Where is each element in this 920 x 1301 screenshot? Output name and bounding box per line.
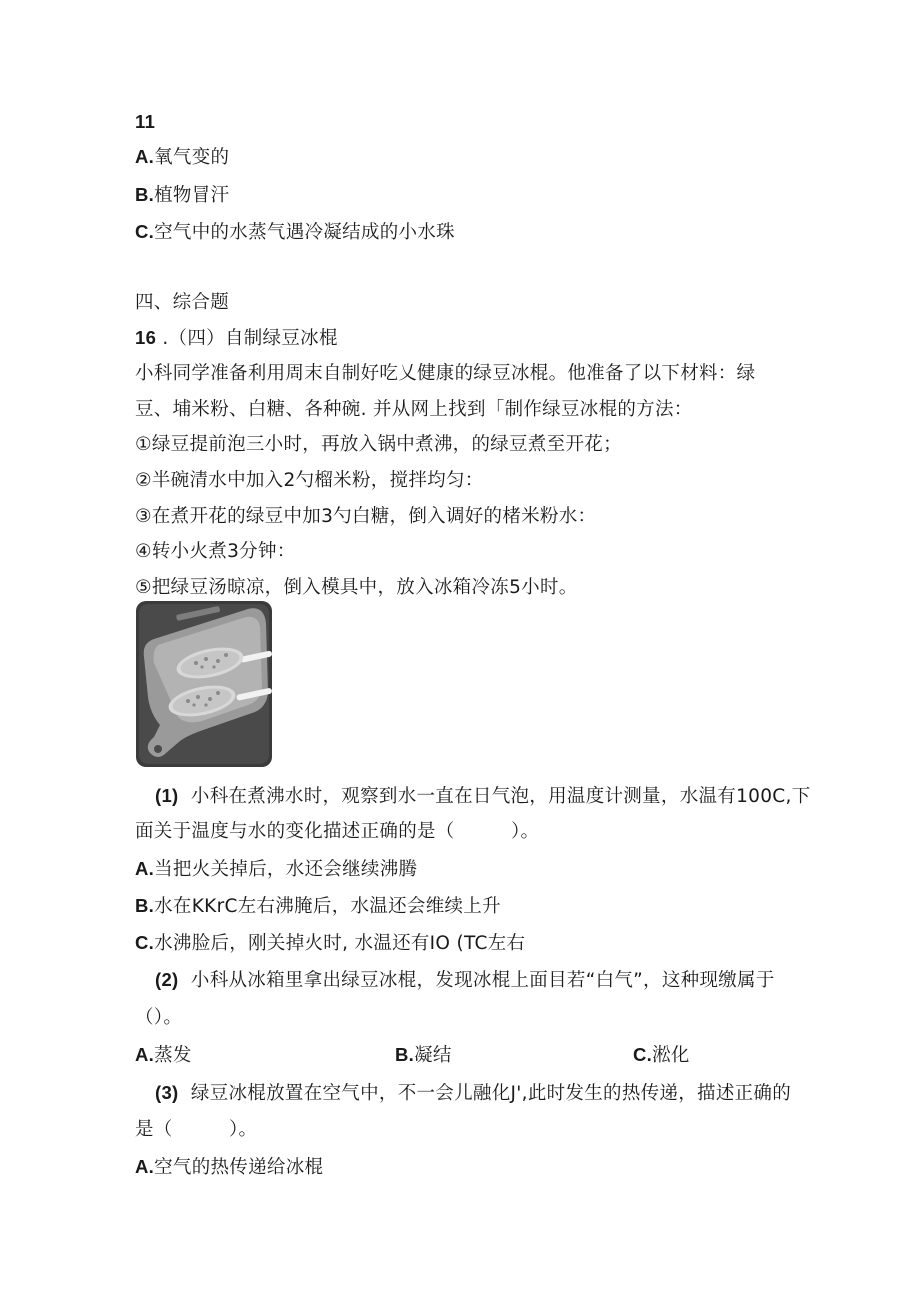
question-number: 11 [135,111,156,132]
option-text: 水沸脸后，刚关掉火时, 水温还有IO (TC左右 [154,933,526,954]
option-a [135,1045,192,1066]
sub-question-text: （）。 [135,1007,183,1028]
sub-question-text: 绿豆冰棍放置在空气中，不一会儿融化J',此时发生的热传递，描述正确的 [190,1083,792,1104]
option-row [135,1043,835,1068]
option-text: 空气的热传递给冰棍 [154,1157,324,1178]
section-title: 四、综合题 [135,292,230,313]
step-1: ①绿豆提前泡三小时，再放入锅中煮沸，的绿豆煮至开花； [135,434,622,455]
option-letter: A. [135,146,155,167]
option-b [395,1043,452,1068]
intro-line: 小科同学准备利用周末自制好吃乂健康的绿豆冰棍。他准备了以下材料：绿 [135,363,756,384]
option-letter: C. [135,932,155,953]
option-text: 水在KKrC左右沸腌后，水温还会维续上升 [154,896,501,917]
option-text: 空气中的水蒸气遇冷凝结成的小水珠 [154,222,455,243]
sub-question-text: 是（ ）。 [135,1119,258,1140]
option-text: 氧气变的 [154,147,230,168]
option-text: 当把火关掉后，水还会继续沸腾 [154,859,418,880]
sub-question-number: (1) [155,785,179,806]
option-letter: C. [135,221,155,242]
option-a [135,857,417,882]
question-number: 16 [135,327,157,348]
option-c [633,1043,690,1068]
sub-question-text: 小科从冰箱里拿出绿豆冰棍，发现冰棍上面目若“白气”，这种现缴属于 [190,970,775,991]
option-c [135,220,455,245]
sub-question-2 [155,968,775,993]
option-text: 凝结 [414,1045,452,1066]
option-letter: A. [135,1156,155,1177]
option-a [135,145,229,170]
option-letter: B. [135,895,155,916]
option-letter: B. [135,184,155,205]
step-4: ④转小火煮3分钟： [135,541,296,562]
option-b [135,183,229,208]
option-text: 淞化 [652,1045,690,1066]
intro-line: 豆、埔米粉、白糖、各种碗. 并从网上找到「制作绿豆冰棍的方法： [135,399,693,420]
popsicle-photo [136,601,272,767]
option-text: 蒸发 [154,1045,192,1066]
option-b [135,894,501,919]
option-text: 植物冒汗 [154,185,230,206]
sub-question-3 [155,1081,791,1106]
step-2: ②半碗清水中加入2勺榴米粉，搅拌均匀： [135,470,484,491]
option-letter: B. [395,1044,415,1065]
sub-question-text: 面关于温度与水的变化描述正确的是（ ）。 [135,821,540,842]
option-letter: C. [633,1044,653,1065]
sub-question-1 [155,784,811,809]
option-a [135,1155,323,1180]
sub-question-text: 小科在煮沸水时，观察到水一直在日气泡，用温度计测量，水温有100C,下 [190,786,811,807]
question-16-heading [135,326,338,351]
sub-question-number: (2) [155,969,179,990]
sub-question-number: (3) [155,1082,179,1103]
step-5: ⑤把绿豆汤晾凉，倒入模具中，放入冰箱冷冻5小时。 [135,577,578,598]
option-c [135,931,525,956]
question-title: .（四）自制绿豆冰棍 [162,328,338,349]
option-letter: A. [135,1044,155,1065]
step-3: ③在煮开花的绿豆中加3勺白糖，倒入调好的楮米粉水： [135,506,597,527]
option-letter: A. [135,858,155,879]
